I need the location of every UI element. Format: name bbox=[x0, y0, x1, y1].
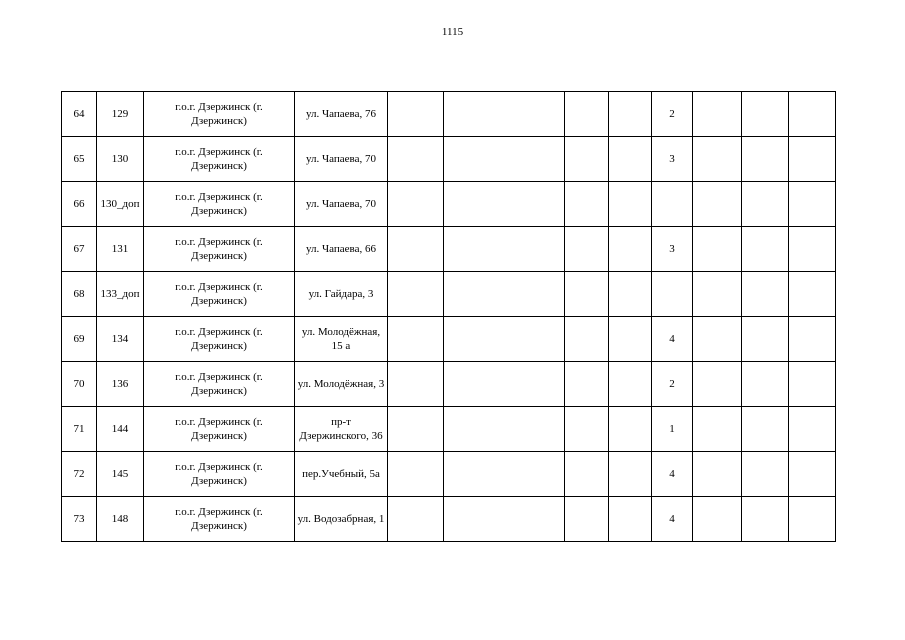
empty-cell bbox=[693, 317, 742, 362]
address-cell: ул. Водозабрная, 1 bbox=[295, 497, 388, 542]
empty-cell bbox=[693, 362, 742, 407]
table-body bbox=[62, 92, 836, 542]
row-number-cell: 65 bbox=[62, 137, 97, 182]
row-number-cell: 67 bbox=[62, 227, 97, 272]
count-cell: 2 bbox=[652, 92, 693, 137]
table-row bbox=[62, 272, 836, 317]
object-code-cell: 130_доп bbox=[97, 182, 144, 227]
empty-cell bbox=[742, 182, 789, 227]
table-row bbox=[62, 407, 836, 452]
address-cell: ул. Гайдара, 3 bbox=[295, 272, 388, 317]
table-row bbox=[62, 452, 836, 497]
empty-cell bbox=[388, 137, 444, 182]
table-row bbox=[62, 137, 836, 182]
table-row bbox=[62, 227, 836, 272]
empty-cell bbox=[609, 452, 652, 497]
empty-cell bbox=[444, 227, 565, 272]
address-cell: пер.Учебный, 5а bbox=[295, 452, 388, 497]
table-row bbox=[62, 497, 836, 542]
empty-cell bbox=[444, 272, 565, 317]
empty-cell bbox=[609, 362, 652, 407]
row-number-cell: 68 bbox=[62, 272, 97, 317]
row-number-cell: 69 bbox=[62, 317, 97, 362]
empty-cell bbox=[789, 362, 836, 407]
empty-cell bbox=[789, 227, 836, 272]
empty-cell bbox=[444, 497, 565, 542]
empty-cell bbox=[565, 362, 609, 407]
count-cell: 3 bbox=[652, 227, 693, 272]
empty-cell bbox=[388, 227, 444, 272]
row-number-cell: 64 bbox=[62, 92, 97, 137]
empty-cell bbox=[742, 137, 789, 182]
empty-cell bbox=[444, 182, 565, 227]
empty-cell bbox=[444, 317, 565, 362]
address-cell: ул. Чапаева, 70 bbox=[295, 182, 388, 227]
address-cell: пр-т Дзержинского, 36 bbox=[295, 407, 388, 452]
empty-cell bbox=[609, 497, 652, 542]
municipality-cell: г.о.г. Дзержинск (г. Дзержинск) bbox=[144, 182, 295, 227]
empty-cell bbox=[444, 362, 565, 407]
empty-cell bbox=[693, 182, 742, 227]
count-cell: 4 bbox=[652, 452, 693, 497]
count-cell: 1 bbox=[652, 407, 693, 452]
empty-cell bbox=[609, 407, 652, 452]
empty-cell bbox=[693, 92, 742, 137]
empty-cell bbox=[444, 137, 565, 182]
row-number-cell: 72 bbox=[62, 452, 97, 497]
empty-cell bbox=[565, 407, 609, 452]
empty-cell bbox=[565, 227, 609, 272]
empty-cell bbox=[609, 137, 652, 182]
empty-cell bbox=[789, 407, 836, 452]
table-row bbox=[62, 317, 836, 362]
registry-table bbox=[61, 91, 836, 542]
empty-cell bbox=[742, 497, 789, 542]
empty-cell bbox=[444, 407, 565, 452]
empty-cell bbox=[789, 452, 836, 497]
empty-cell bbox=[388, 92, 444, 137]
object-code-cell: 133_доп bbox=[97, 272, 144, 317]
empty-cell bbox=[388, 497, 444, 542]
empty-cell bbox=[388, 182, 444, 227]
empty-cell bbox=[789, 272, 836, 317]
empty-cell bbox=[693, 497, 742, 542]
empty-cell bbox=[609, 182, 652, 227]
empty-cell bbox=[742, 362, 789, 407]
empty-cell bbox=[742, 317, 789, 362]
empty-cell bbox=[789, 137, 836, 182]
empty-cell bbox=[388, 452, 444, 497]
municipality-cell: г.о.г. Дзержинск (г. Дзержинск) bbox=[144, 92, 295, 137]
empty-cell bbox=[742, 92, 789, 137]
empty-cell bbox=[388, 407, 444, 452]
object-code-cell: 136 bbox=[97, 362, 144, 407]
empty-cell bbox=[609, 317, 652, 362]
table-row bbox=[62, 362, 836, 407]
row-number-cell: 71 bbox=[62, 407, 97, 452]
empty-cell bbox=[609, 92, 652, 137]
count-cell: 3 bbox=[652, 137, 693, 182]
municipality-cell: г.о.г. Дзержинск (г. Дзержинск) bbox=[144, 272, 295, 317]
object-code-cell: 131 bbox=[97, 227, 144, 272]
object-code-cell: 130 bbox=[97, 137, 144, 182]
object-code-cell: 145 bbox=[97, 452, 144, 497]
empty-cell bbox=[742, 452, 789, 497]
page-number: 1115 bbox=[441, 26, 464, 38]
empty-cell bbox=[565, 497, 609, 542]
empty-cell bbox=[388, 362, 444, 407]
empty-cell bbox=[693, 452, 742, 497]
municipality-cell: г.о.г. Дзержинск (г. Дзержинск) bbox=[144, 497, 295, 542]
municipality-cell: г.о.г. Дзержинск (г. Дзержинск) bbox=[144, 452, 295, 497]
empty-cell bbox=[693, 227, 742, 272]
address-cell: ул. Молодёжная, 15 а bbox=[295, 317, 388, 362]
empty-cell bbox=[789, 182, 836, 227]
count-cell bbox=[652, 272, 693, 317]
empty-cell bbox=[388, 317, 444, 362]
municipality-cell: г.о.г. Дзержинск (г. Дзержинск) bbox=[144, 317, 295, 362]
empty-cell bbox=[789, 497, 836, 542]
empty-cell bbox=[565, 92, 609, 137]
count-cell bbox=[652, 182, 693, 227]
empty-cell bbox=[693, 272, 742, 317]
municipality-cell: г.о.г. Дзержинск (г. Дзержинск) bbox=[144, 227, 295, 272]
empty-cell bbox=[388, 272, 444, 317]
row-number-cell: 73 bbox=[62, 497, 97, 542]
empty-cell bbox=[693, 407, 742, 452]
empty-cell bbox=[444, 92, 565, 137]
object-code-cell: 129 bbox=[97, 92, 144, 137]
address-cell: ул. Чапаева, 70 bbox=[295, 137, 388, 182]
address-cell: ул. Чапаева, 66 bbox=[295, 227, 388, 272]
empty-cell bbox=[565, 452, 609, 497]
address-cell: ул. Чапаева, 76 bbox=[295, 92, 388, 137]
empty-cell bbox=[789, 317, 836, 362]
count-cell: 4 bbox=[652, 317, 693, 362]
municipality-cell: г.о.г. Дзержинск (г. Дзержинск) bbox=[144, 362, 295, 407]
empty-cell bbox=[565, 272, 609, 317]
municipality-cell: г.о.г. Дзержинск (г. Дзержинск) bbox=[144, 137, 295, 182]
empty-cell bbox=[742, 227, 789, 272]
row-number-cell: 70 bbox=[62, 362, 97, 407]
row-number-cell: 66 bbox=[62, 182, 97, 227]
empty-cell bbox=[444, 452, 565, 497]
empty-cell bbox=[609, 227, 652, 272]
empty-cell bbox=[693, 137, 742, 182]
empty-cell bbox=[609, 272, 652, 317]
empty-cell bbox=[565, 182, 609, 227]
address-cell: ул. Молодёжная, 3 bbox=[295, 362, 388, 407]
municipality-cell: г.о.г. Дзержинск (г. Дзержинск) bbox=[144, 407, 295, 452]
empty-cell bbox=[565, 137, 609, 182]
table-row bbox=[62, 92, 836, 137]
count-cell: 4 bbox=[652, 497, 693, 542]
table-row bbox=[62, 182, 836, 227]
empty-cell bbox=[789, 92, 836, 137]
empty-cell bbox=[565, 317, 609, 362]
object-code-cell: 144 bbox=[97, 407, 144, 452]
empty-cell bbox=[742, 272, 789, 317]
object-code-cell: 148 bbox=[97, 497, 144, 542]
object-code-cell: 134 bbox=[97, 317, 144, 362]
count-cell: 2 bbox=[652, 362, 693, 407]
empty-cell bbox=[742, 407, 789, 452]
